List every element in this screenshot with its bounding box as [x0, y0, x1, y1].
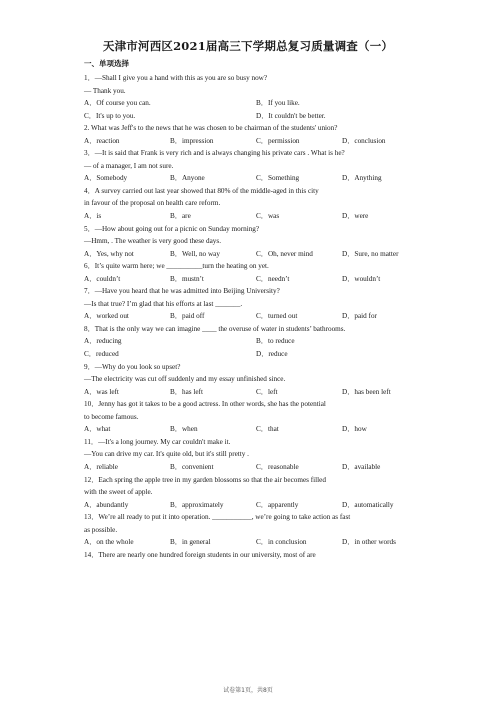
answer-option[interactable]: D．wouldn’t — [342, 274, 381, 283]
answer-option[interactable]: D．Sure, no matter — [342, 249, 399, 258]
answer-option[interactable]: C．in conclusion — [256, 538, 307, 547]
answer-option[interactable]: B．are — [170, 212, 191, 221]
options-row — [84, 210, 414, 223]
question-item — [84, 436, 414, 474]
options-row — [84, 310, 414, 323]
options-row — [84, 536, 414, 549]
answer-option[interactable]: D．conclusion — [342, 136, 386, 145]
question-item — [84, 549, 414, 562]
answer-option[interactable]: B．Well, no way — [170, 249, 220, 258]
page-footer: 试卷第1页，共8页 — [223, 687, 273, 694]
answer-option[interactable]: D．were — [342, 212, 369, 221]
options-row — [84, 386, 414, 399]
answer-option[interactable]: D．Anything — [342, 174, 382, 183]
answer-option[interactable]: D．available — [342, 462, 381, 471]
question-item — [84, 285, 414, 323]
question-stem-line: 14．There are nearly one hundred foreign students in our university, most of are — [84, 550, 316, 559]
options-row — [84, 97, 414, 110]
question-stem-line: 4．A survey carried out last year showed that 80% of the middle-aged in this city — [84, 186, 319, 195]
question-item — [84, 122, 414, 147]
answer-option[interactable]: C．Something — [256, 174, 300, 183]
question-stem-line: with the sweet of apple. — [84, 488, 153, 497]
answer-option[interactable]: C．apparently — [256, 500, 299, 509]
question-stem-line: 9．—Why do you look so upset? — [84, 362, 181, 371]
answer-option[interactable]: B．paid off — [170, 312, 205, 321]
answer-option[interactable]: B．has left — [170, 387, 203, 396]
question-item — [84, 474, 414, 512]
question-item — [84, 323, 414, 361]
question-stem-line: —Hmm, . The weather is very good these days. — [84, 237, 221, 246]
answer-option[interactable]: C．Oh, never mind — [256, 249, 313, 258]
answer-option[interactable]: A．couldn’t — [84, 274, 121, 283]
answer-option[interactable]: A．on the whole — [84, 538, 134, 547]
question-stem-line: 5．—How about going out for a picnic on Sunday morning? — [84, 224, 260, 233]
options-row — [84, 172, 414, 185]
answer-option[interactable]: B．impression — [170, 136, 214, 145]
question-stem-line: —Is that true? I’m glad that his efforts at last _______. — [84, 299, 243, 308]
answer-option[interactable]: A．Somebody — [84, 174, 128, 183]
options-row — [84, 335, 414, 348]
answer-option[interactable]: B．Anyone — [170, 174, 205, 183]
options-row — [84, 461, 414, 474]
answer-option[interactable]: C．was — [256, 212, 280, 221]
question-stem-line: —The electricity was cut off suddenly and my essay unfinished since. — [84, 375, 286, 384]
answer-option[interactable]: A．what — [84, 425, 111, 434]
answer-option[interactable]: A．abundantly — [84, 500, 129, 509]
answer-option[interactable]: A．Yes, why not — [84, 249, 134, 258]
page-title: 天津市河西区2021届高三下学期总复习质量调查（一） — [102, 39, 394, 53]
answer-option[interactable]: C．turned out — [256, 312, 298, 321]
question-stem-line: 6．It’s quite warm here; we __________turn the heating on yet. — [84, 262, 269, 271]
answer-option[interactable]: B．mustn’t — [170, 274, 204, 283]
answer-option[interactable]: C．that — [256, 425, 279, 434]
options-row — [84, 135, 414, 148]
answer-option[interactable]: D．paid for — [342, 312, 377, 321]
answer-option[interactable]: D．automatically — [342, 500, 394, 509]
question-item — [84, 398, 414, 436]
answer-option[interactable]: D．how — [342, 425, 367, 434]
answer-option[interactable]: C．permission — [256, 136, 300, 145]
options-row — [84, 248, 414, 261]
answer-option[interactable]: A．is — [84, 212, 102, 221]
question-stem-line: in favour of the proposal on health care reform. — [84, 199, 221, 208]
options-row — [84, 110, 414, 123]
question-stem-line: — of a manager, I am not sure. — [84, 161, 174, 170]
answer-option[interactable]: A．was left — [84, 387, 119, 396]
answer-option[interactable]: D．It couldn't be better. — [256, 111, 326, 120]
answer-option[interactable]: A．reaction — [84, 136, 120, 145]
answer-option[interactable]: B．to reduce — [256, 337, 295, 346]
answer-option[interactable]: D．has been left — [342, 387, 391, 396]
question-item — [84, 147, 414, 185]
answer-option[interactable]: B．If you like. — [256, 99, 300, 108]
question-stem-line: 7．—Have you heard that he was admitted into Beijing University? — [84, 287, 280, 296]
question-item — [84, 223, 414, 261]
answer-option[interactable]: C．reasonable — [256, 462, 299, 471]
question-item — [84, 185, 414, 223]
answer-option[interactable]: A．Of course you can. — [84, 99, 151, 108]
answer-option[interactable]: B．when — [170, 425, 198, 434]
answer-option[interactable]: A．worked out — [84, 312, 129, 321]
options-row — [84, 423, 414, 436]
options-row — [84, 499, 414, 512]
question-item — [84, 260, 414, 285]
answer-option[interactable]: D．reduce — [256, 350, 288, 359]
question-stem-line: —You can drive my car. It's quite old, but it's still pretty . — [84, 450, 249, 459]
answer-option[interactable]: C．needn’t — [256, 274, 290, 283]
answer-option[interactable]: C．left — [256, 387, 278, 396]
answer-option[interactable]: C．reduced — [84, 350, 119, 359]
answer-option[interactable]: D．in other words — [342, 538, 396, 547]
question-stem-line: 13．We’re all ready to put it into operation. ___________, we’re going to take action as fast — [84, 513, 351, 522]
question-item — [84, 72, 414, 122]
question-stem-line: 12．Each spring the apple tree in my garden blossoms so that the air becomes filled — [84, 475, 326, 484]
section-heading: 一、单项选择 — [84, 59, 129, 68]
question-stem-line: to become famous. — [84, 412, 139, 421]
question-stem-line: 10．Jenny has got it takes to be a good actress. In other words, she has the potential — [84, 400, 326, 409]
options-row — [84, 273, 414, 286]
question-stem-line: 2. What was Jeff's to the news that he was chosen to be chairman of the students' union? — [84, 124, 338, 133]
question-item — [84, 511, 414, 549]
answer-option[interactable]: A．reducing — [84, 337, 122, 346]
question-stem-line: 3．—It is said that Frank is very rich and is always changing his private cars . What is he? — [84, 149, 345, 158]
question-stem-line: 11．—It's a long journey. My car couldn't make it. — [84, 437, 231, 446]
question-stem-line: 8．That is the only way we can imagine ____ the overuse of water in students’ bathrooms. — [84, 324, 346, 333]
question-stem-line: — Thank you. — [84, 86, 126, 95]
answer-option[interactable]: B．in general — [170, 538, 211, 547]
answer-option[interactable]: B．convenient — [170, 462, 214, 471]
answer-option[interactable]: B．approximately — [170, 500, 224, 509]
question-stem-line: 1．—Shall I give you a hand with this as you are so busy now? — [84, 74, 268, 82]
answer-option[interactable]: C．It's up to you. — [84, 111, 136, 120]
answer-option[interactable]: A．reliable — [84, 462, 118, 471]
question-item — [84, 361, 414, 399]
question-stem-line: as possible. — [84, 525, 118, 534]
question-list — [84, 72, 414, 561]
options-row — [84, 348, 414, 361]
